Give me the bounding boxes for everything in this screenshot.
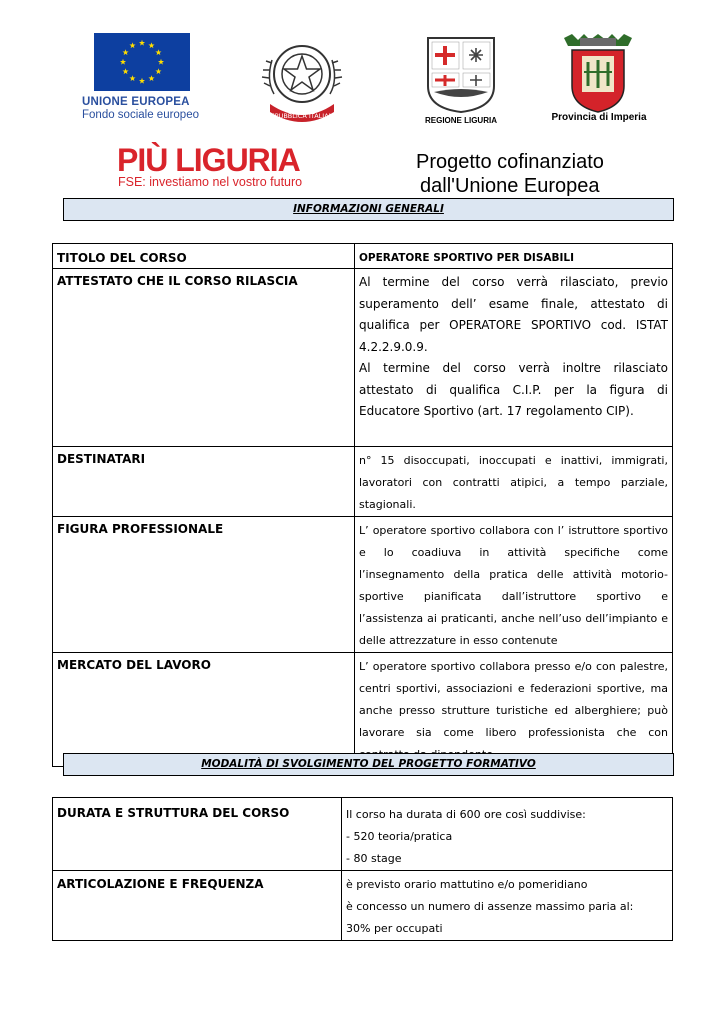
row-value-figura: L’ operatore sportivo collabora con l’ istruttore sportivo e lo coadiuva in attività specifiche come l’insegnamento della pratica delle attività motorio-sportive pianificata dall’istruttore sportivo e l’assistenza ai praticanti, anche nell’uso dell’impianto e delle attrezzature in esso contenute — [355, 517, 673, 653]
row-label-mercato: MERCATO DEL LAVORO — [53, 653, 355, 767]
attestato-paragraph-2: Al termine del corso verrà inoltre rilasciato attestato di qualifica C.I.P. per la figura di Educatore Sportivo (art. 17 regolamento CIP). — [359, 361, 668, 418]
attestato-paragraph-1: Al termine del corso verrà rilasciato, previo superamento dell’ esame finale, attestato di qualifica per OPERATORE SPORTIVO cod. ISTAT 4.2.2.9.0.9. — [359, 275, 668, 354]
section-bar-informazioni-generali: INFORMAZIONI GENERALI — [63, 198, 674, 221]
table-row — [53, 269, 673, 447]
provincia-imperia-caption: Provincia di Imperia — [551, 112, 647, 123]
informazioni-generali-table — [52, 243, 673, 767]
row-value-titolo: OPERATORE SPORTIVO PER DISABILI — [355, 244, 673, 269]
row-value-articolazione — [342, 871, 673, 941]
durata-line-1: Il corso ha durata di 600 ore così suddivise: — [346, 808, 586, 821]
row-label-destinatari: DESTINATARI — [53, 447, 355, 517]
table-row — [53, 871, 673, 941]
eu-caption — [82, 96, 222, 122]
modalita-svolgimento-table — [52, 797, 673, 941]
cofinanziato-line-1: Progetto cofinanziato — [416, 151, 604, 173]
durata-line-3: - 80 stage — [346, 852, 402, 865]
row-value-mercato: L’ operatore sportivo collabora presso e/o con palestre, centri sportivi, associazioni e federazioni sportive, ma anche presso strutture turistiche ed alberghiere; può lavorare sia come libero professionista che con — [355, 653, 673, 767]
eu-star-icon — [148, 75, 154, 81]
emblem-ribbon-text: REPUBBLICA ITALIANA — [266, 112, 338, 120]
row-value-destinatari: n° 15 disoccupati, inoccupati e inattivi, immigrati, lavoratori con contratti atipici, a tempo parziale, stagionali. — [355, 447, 673, 517]
eu-caption-subtitle: Fondo sociale europeo — [82, 109, 199, 121]
cofinanziato-line-2: dall'Unione Europea — [420, 175, 600, 197]
italian-republic-emblem — [256, 34, 348, 126]
articolazione-line-1: è previsto orario mattutino e/o pomeridiano — [346, 878, 588, 891]
row-label-durata: DURATA E STRUTTURA DEL CORSO — [53, 798, 342, 871]
eu-star-icon — [155, 49, 161, 55]
cofinanziato-heading — [416, 150, 604, 198]
row-label-titolo: TITOLO DEL CORSO — [53, 244, 355, 269]
eu-star-icon — [120, 59, 126, 65]
eu-star-icon — [158, 59, 164, 65]
table-row — [53, 798, 673, 871]
eu-flag-logo — [94, 33, 190, 91]
articolazione-line-2: è concesso un numero di assenze massimo paria al: — [346, 900, 634, 913]
row-label-figura: FIGURA PROFESSIONALE — [53, 517, 355, 653]
piu-liguria-logo-subtitle: FSE: investiamo nel vostro futuro — [118, 175, 303, 189]
eu-star-icon — [139, 40, 145, 46]
eu-star-icon — [148, 42, 154, 48]
row-value-attestato — [355, 269, 673, 447]
regione-liguria-caption: REGIONE LIGURIA — [424, 116, 497, 125]
eu-star-icon — [129, 42, 135, 48]
piu-liguria-logo-title: PIÙ LIGURIA — [117, 142, 300, 178]
eu-star-icon — [155, 68, 161, 74]
articolazione-line-3: 30% per occupati — [346, 922, 443, 935]
row-label-articolazione: ARTICOLAZIONE E FREQUENZA — [53, 871, 342, 941]
eu-star-icon — [139, 78, 145, 84]
table-row — [53, 244, 673, 269]
eu-stars-icon — [94, 33, 190, 91]
row-value-durata — [342, 798, 673, 871]
table-row — [53, 447, 673, 517]
row-label-attestato: ATTESTATO CHE IL CORSO RILASCIA — [53, 269, 355, 447]
section-bar-modalita-svolgimento: MODALITÀ DI SVOLGIMENTO DEL PROGETTO FORMATIVO — [63, 753, 674, 776]
eu-caption-title: UNIONE EUROPEA — [82, 96, 190, 108]
eu-star-icon — [123, 49, 129, 55]
table-row — [53, 517, 673, 653]
durata-line-2: - 520 teoria/pratica — [346, 830, 453, 843]
eu-star-icon — [123, 68, 129, 74]
eu-star-icon — [129, 75, 135, 81]
provincia-imperia-crest — [558, 32, 638, 114]
table-row — [53, 653, 673, 767]
regione-liguria-shield — [426, 36, 496, 114]
